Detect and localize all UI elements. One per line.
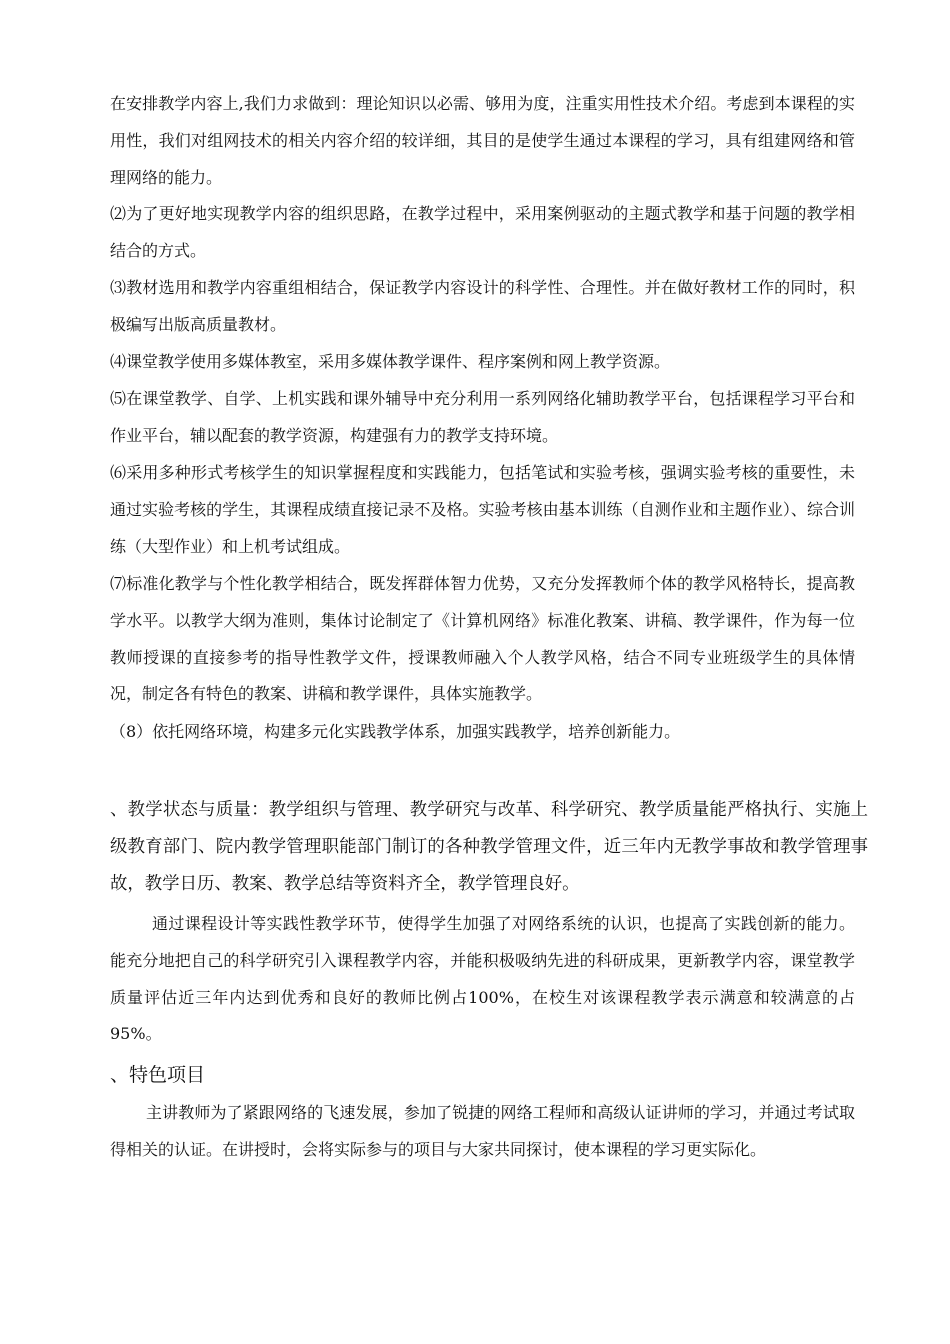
paragraph-teaching-content: 在安排教学内容上,我们力求做到：理论知识以必需、够用为度，注重实用性技术介绍。考虑到本课程的实用性，我们对组网技术的相关内容介绍的较详细，其目的是使学生通过本课程的学习，具有组建网络和管理网络的能力。 xyxy=(110,94,855,187)
section-heading-features: 、特色项目 xyxy=(110,1064,206,1086)
paragraph-item-8: （8）依托网络环境，构建多元化实践教学体系，加强实践教学，培养创新能力。 xyxy=(110,722,681,741)
paragraph-item-5: ⑸在课堂教学、自学、上机实践和课外辅导中充分利用一系列网络化辅助教学平台，包括课程学习平台和作业平台，辅以配套的教学资源，构建强有力的教学支持环境。 xyxy=(110,389,855,445)
paragraph-item-4: ⑷课堂教学使用多媒体教室，采用多媒体教学课件、程序案例和网上教学资源。 xyxy=(110,352,671,371)
paragraph-practice: 通过课程设计等实践性教学环节，使得学生加强了对网络系统的认识，也提高了实践创新的能力。能充分地把自己的科学研究引入课程教学内容，并能积极吸纳先进的科研成果，更新教学内容，课堂教学质量评估近三年内达到优秀和良好的教师比例占100%，在校生对该课程教学表示满意和较满意的占95%。 xyxy=(110,914,855,1044)
paragraph-item-6: ⑹采用多种形式考核学生的知识掌握程度和实践能力，包括笔试和实验考核，强调实验考核的重要性，未通过实验考核的学生，其课程成绩直接记录不及格。实验考核由基本训练（自测作业和主题作业）、综合训练（大型作业）和上机考试组成。 xyxy=(110,463,855,556)
paragraph-teaching-status: 、教学状态与质量：教学组织与管理、教学研究与改革、科学研究、教学质量能严格执行、实施上级教育部门、院内教学管理职能部门制订的各种教学管理文件，近三年内无教学事故和教学管理事故，教学日历、教案、教学总结等资料齐全，教学管理良好。 xyxy=(110,800,868,894)
paragraph-item-3: ⑶教材选用和教学内容重组相结合，保证教学内容设计的科学性、合理性。并在做好教材工作的同时，积极编写出版高质量教材。 xyxy=(110,278,855,334)
paragraph-item-2: ⑵为了更好地实现教学内容的组织思路，在教学过程中，采用案例驱动的主题式教学和基于问题的教学相结合的方式。 xyxy=(110,204,855,260)
paragraph-item-7: ⑺标准化教学与个性化教学相结合，既发挥群体智力优势，又充分发挥教师个体的教学风格特长，提高教学水平。以教学大纲为准则，集体讨论制定了《计算机网络》标准化教案、讲稿、教学课件，作为每一位教师授课的直接参考的指导性教学文件，授课教师融入个人教学风格，结合不同专业班级学生的具体情况，制定各有特色的教案、讲稿和教学课件，具体实施教学。 xyxy=(110,574,855,704)
paragraph-features: 主讲教师为了紧跟网络的飞速发展，参加了锐捷的网络工程师和高级认证讲师的学习，并通过考试取得相关的认证。在讲授时，会将实际参与的项目与大家共同探讨，使本课程的学习更实际化。 xyxy=(110,1103,855,1159)
